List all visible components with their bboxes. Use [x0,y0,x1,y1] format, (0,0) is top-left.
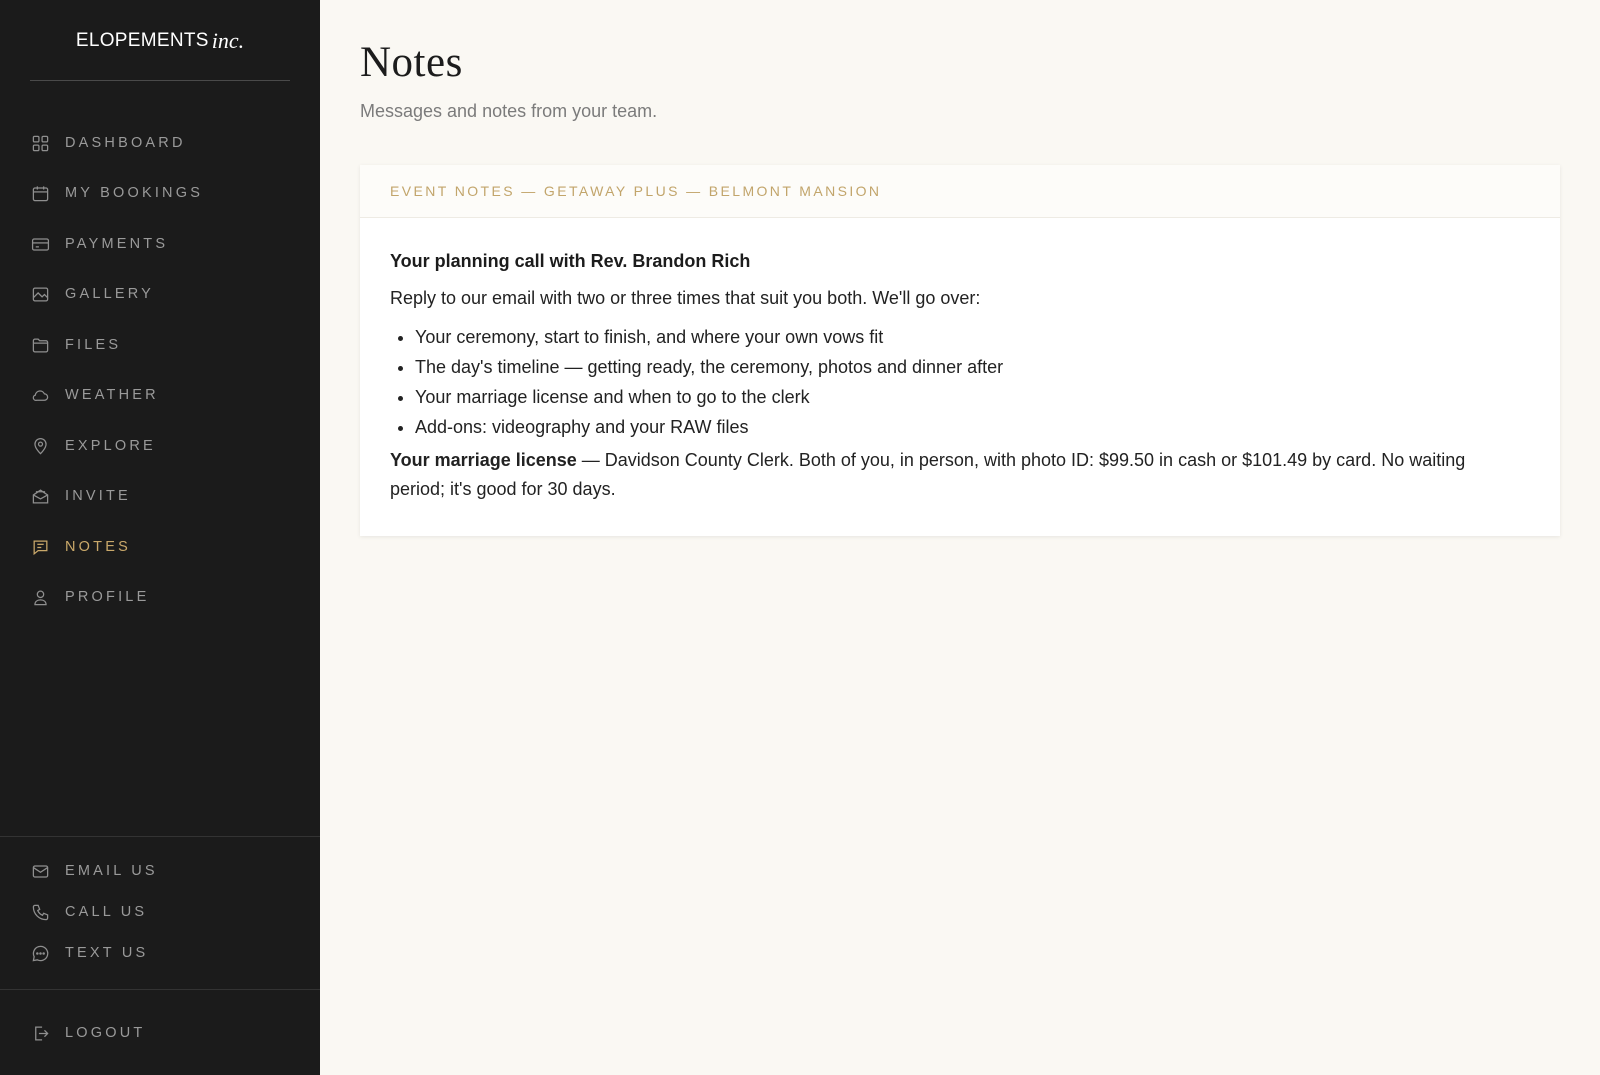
message-square-icon [30,537,50,557]
sidebar [0,0,320,1075]
logout-button[interactable] [30,1018,300,1048]
sidebar-item-dashboard[interactable] [30,128,300,158]
license-label: Your marriage license [390,450,577,470]
sidebar-item-explore[interactable] [30,431,300,461]
sidebar-item-label: DASHBOARD [65,135,186,151]
note-intro: Reply to our email with two or three times that suit you both. We'll go over: [390,288,981,308]
phone-icon [30,902,50,922]
sidebar-item-payments[interactable] [30,229,300,259]
credit-card-icon [30,234,50,254]
sidebar-item-label: FILES [65,337,122,353]
calendar-icon [30,183,50,203]
contact-label: CALL US [65,904,148,920]
contact-label: TEXT US [65,945,149,961]
page-title: Notes [360,39,463,86]
card-body [360,218,1560,504]
dashboard-icon [30,133,50,153]
chat-bubble-icon [30,943,50,963]
mail-icon [30,861,50,881]
brand-name: ELOPEMENTS [75,30,209,51]
sidebar-item-label: PAYMENTS [65,236,169,252]
user-icon [30,587,50,607]
sidebar-item-invite[interactable] [30,481,300,511]
cloud-icon [30,385,50,405]
list-item: • The day's timeline — getting ready, the ceremony, photos and dinner after [415,352,1530,382]
sidebar-item-label: GALLERY [65,286,155,302]
list-item: • Your marriage license and when to go to the clerk [415,382,1530,412]
brand-logo[interactable] [30,0,290,81]
sidebar-divider [0,836,320,837]
brand-suffix: inc. [211,28,245,53]
folder-icon [30,335,50,355]
sidebar-item-label: INVITE [65,488,131,504]
contact-label: EMAIL US [65,863,158,879]
sidebar-item-my-bookings[interactable] [30,178,300,208]
sidebar-item-label: EXPLORE [65,438,156,454]
image-icon [30,284,50,304]
page-subtitle: Messages and notes from your team. [360,101,658,121]
sidebar-item-label: NOTES [65,539,131,555]
logout-label: LOGOUT [65,1025,146,1041]
note-heading: Your planning call with Rev. Brandon Rich [390,251,751,271]
sidebar-item-files[interactable] [30,330,300,360]
note-list [390,322,1530,442]
sidebar-divider [0,989,320,990]
logout-icon [30,1023,50,1043]
call-us-link[interactable] [30,897,300,927]
event-notes-card [360,165,1560,536]
list-item: • Add-ons: videography and your RAW files [415,412,1530,442]
card-header [360,165,1560,218]
sidebar-item-gallery[interactable] [30,279,300,309]
sidebar-item-label: WEATHER [65,387,159,403]
sidebar-item-weather[interactable] [30,380,300,410]
sidebar-item-label: PROFILE [65,589,150,605]
main-content [320,0,1600,1075]
email-us-link[interactable] [30,856,300,886]
sidebar-item-notes[interactable] [30,532,300,562]
license-text: — Davidson County Clerk. Both of you, in person, with photo ID: $99.50 in cash or $101.49 by card. No waiting period; it's good for 30 days. [390,450,1466,499]
sidebar-item-label: MY BOOKINGS [65,185,204,201]
card-header-label: EVENT NOTES — GETAWAY PLUS — BELMONT MANSION [390,183,882,199]
marriage-license-note [390,446,1525,504]
envelope-open-icon [30,486,50,506]
list-item: • Your ceremony, start to finish, and where your own vows fit [415,322,1530,352]
sidebar-item-profile[interactable] [30,582,300,612]
text-us-link[interactable] [30,938,300,968]
map-pin-icon [30,436,50,456]
